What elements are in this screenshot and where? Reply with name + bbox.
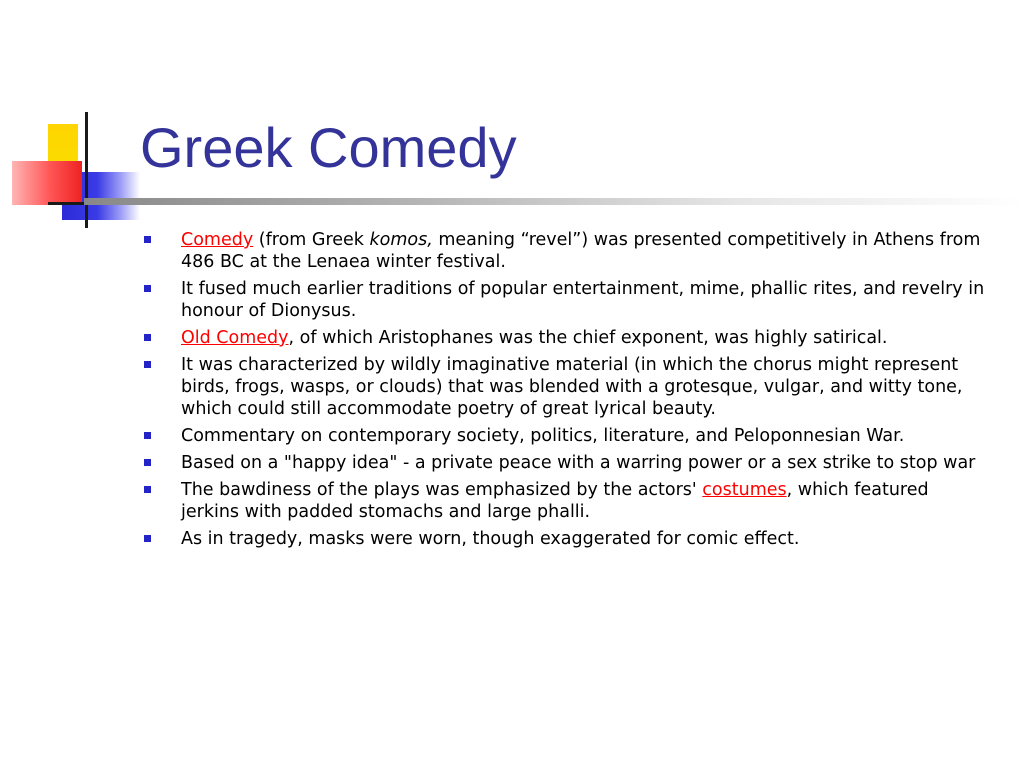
bullet-marker-icon [144,432,151,439]
bullet-marker-icon [144,285,151,292]
bullet-item-traditions [142,278,992,322]
bullet-text: As in tragedy, masks were worn, though exaggerated for comic effect. [181,529,800,549]
bullet-text: Commentary on contemporary society, politics, literature, and Peloponnesian War. [181,426,905,446]
vertical-line-decoration [85,112,88,228]
bullet-marker-icon [144,486,151,493]
bullet-text: Based on a "happy idea" - a private peace with a warring power or a sex strike to stop war [181,453,976,473]
bullet-item-costumes [142,479,992,523]
bullet-marker-icon [144,361,151,368]
old-comedy-link[interactable]: Old Comedy [181,328,289,348]
bullet-text: It fused much earlier traditions of popular entertainment, mime, phallic rites, and revelry in honour of Dionysus. [181,279,985,321]
bullet-item-happy-idea [142,452,992,474]
bullet-item-old-comedy [142,327,992,349]
bullet-item-masks [142,528,992,550]
slide-title: Greek Comedy [140,116,517,179]
red-square-decoration [12,161,82,205]
costumes-link[interactable]: costumes [702,480,787,500]
bullet-marker-icon [144,236,151,243]
bullet-marker-icon [144,535,151,542]
bullet-marker-icon [144,459,151,466]
bullet-text: It was characterized by wildly imaginative material (in which the chorus might represent birds, frogs, wasps, or clouds) that was blended with a grotesque, vulgar, and witty tone, which could still accommodate poetry of great lyrical beauty. [181,355,963,419]
comedy-link[interactable]: Comedy [181,230,254,250]
bullet-item-comedy [142,229,992,273]
bullet-text: meaning “revel”) was presented competitively in Athens from 486 BC at the Lenaea winter festival. [181,230,981,272]
bullet-marker-icon [144,334,151,341]
bullet-text: (from Greek [253,230,370,250]
bullet-list [142,229,992,555]
bullet-emphasis-text: komos, [369,230,433,250]
bullet-item-commentary [142,425,992,447]
bullet-text: , which featured jerkins with padded stomachs and large phalli. [181,480,929,522]
bullet-item-material [142,354,992,420]
bullet-text: The bawdiness of the plays was emphasized by the actors' [181,480,703,500]
bullet-text: , of which Aristophanes was the chief exponent, was highly satirical. [288,328,888,348]
title-underline-rule [84,198,1024,205]
